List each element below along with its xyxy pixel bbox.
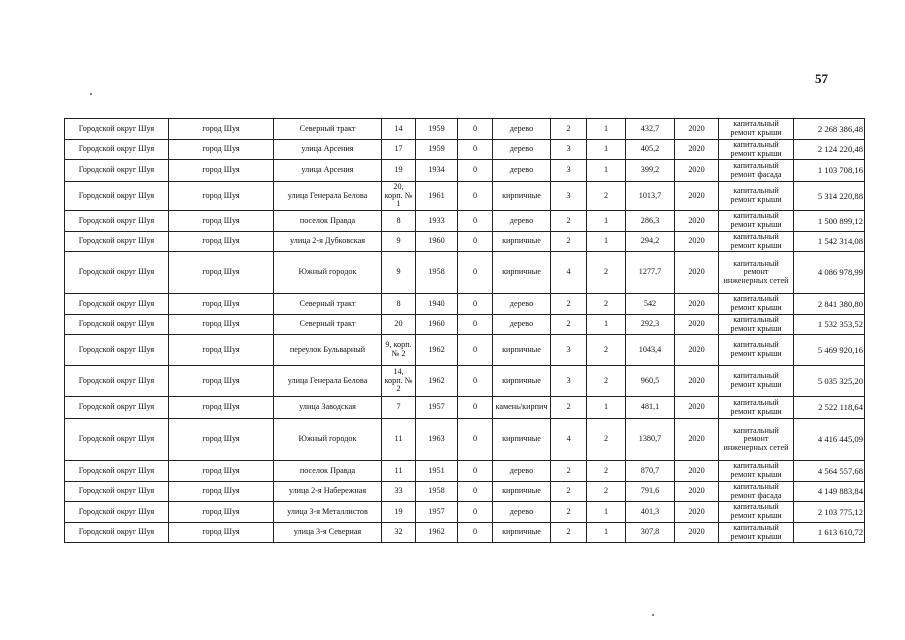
cost-cell: 5 469 920,16 bbox=[794, 335, 865, 366]
wall-material-cell: кирпичные bbox=[493, 482, 551, 502]
street-cell: улица 3-я Металлистов bbox=[274, 502, 382, 523]
cost-cell: 2 103 775,12 bbox=[794, 502, 865, 523]
plan-year-cell: 2020 bbox=[675, 419, 719, 461]
entrances-cell: 1 bbox=[587, 397, 626, 419]
page-number: 57 bbox=[815, 71, 828, 86]
cost-cell: 1 542 314,08 bbox=[794, 232, 865, 252]
street-cell: Северный тракт bbox=[274, 119, 382, 140]
repair-type-cell: капитальный ремонт крыши bbox=[719, 523, 794, 543]
zero-value-cell: 0 bbox=[458, 397, 493, 419]
municipality-cell: Городской округ Шуя bbox=[65, 232, 169, 252]
plan-year-cell: 2020 bbox=[675, 502, 719, 523]
area-cell: 401,3 bbox=[626, 502, 675, 523]
cost-cell: 2 124 220,48 bbox=[794, 140, 865, 160]
repair-type-cell: капитальный ремонт фасада bbox=[719, 482, 794, 502]
repair-type-cell: капитальный ремонт инженерных сетей bbox=[719, 252, 794, 294]
house-number-cell: 32 bbox=[382, 523, 416, 543]
zero-value-cell: 0 bbox=[458, 419, 493, 461]
wall-material-cell: кирпичные bbox=[493, 419, 551, 461]
plan-year-cell: 2020 bbox=[675, 140, 719, 160]
zero-value-cell: 0 bbox=[458, 119, 493, 140]
floors-cell: 2 bbox=[551, 461, 587, 482]
municipality-cell: Городской округ Шуя bbox=[65, 366, 169, 397]
area-cell: 542 bbox=[626, 294, 675, 315]
area-cell: 432,7 bbox=[626, 119, 675, 140]
settlement-cell: город Шуя bbox=[169, 140, 274, 160]
house-number-cell: 11 bbox=[382, 419, 416, 461]
entrances-cell: 2 bbox=[587, 252, 626, 294]
area-cell: 870,7 bbox=[626, 461, 675, 482]
area-cell: 481,1 bbox=[626, 397, 675, 419]
table-row bbox=[65, 482, 865, 502]
floors-cell: 3 bbox=[551, 182, 587, 211]
repair-type-cell: капитальный ремонт крыши bbox=[719, 232, 794, 252]
street-cell: улица Генерала Белова bbox=[274, 366, 382, 397]
zero-value-cell: 0 bbox=[458, 335, 493, 366]
municipality-cell: Городской округ Шуя bbox=[65, 502, 169, 523]
table-row bbox=[65, 294, 865, 315]
build-year-cell: 1959 bbox=[416, 140, 458, 160]
municipality-cell: Городской округ Шуя bbox=[65, 397, 169, 419]
table-row bbox=[65, 397, 865, 419]
wall-material-cell: дерево bbox=[493, 119, 551, 140]
table-row bbox=[65, 119, 865, 140]
plan-year-cell: 2020 bbox=[675, 232, 719, 252]
settlement-cell: город Шуя bbox=[169, 232, 274, 252]
repair-type-cell: капитальный ремонт фасада bbox=[719, 160, 794, 182]
plan-year-cell: 2020 bbox=[675, 523, 719, 543]
municipality-cell: Городской округ Шуя bbox=[65, 523, 169, 543]
cost-cell: 2 522 118,64 bbox=[794, 397, 865, 419]
table-row bbox=[65, 315, 865, 335]
build-year-cell: 1960 bbox=[416, 315, 458, 335]
wall-material-cell: кирпичные bbox=[493, 252, 551, 294]
street-cell: Северный тракт bbox=[274, 315, 382, 335]
wall-material-cell: дерево bbox=[493, 211, 551, 232]
street-cell: Южный городок bbox=[274, 252, 382, 294]
plan-year-cell: 2020 bbox=[675, 482, 719, 502]
floors-cell: 3 bbox=[551, 335, 587, 366]
municipality-cell: Городской округ Шуя bbox=[65, 252, 169, 294]
build-year-cell: 1959 bbox=[416, 119, 458, 140]
house-number-cell: 17 bbox=[382, 140, 416, 160]
scan-speck-1 bbox=[90, 93, 92, 95]
entrances-cell: 2 bbox=[587, 366, 626, 397]
zero-value-cell: 0 bbox=[458, 211, 493, 232]
table-row bbox=[65, 502, 865, 523]
wall-material-cell: кирпичные bbox=[493, 523, 551, 543]
municipality-cell: Городской округ Шуя bbox=[65, 315, 169, 335]
build-year-cell: 1933 bbox=[416, 211, 458, 232]
street-cell: улица 2-я Набережная bbox=[274, 482, 382, 502]
settlement-cell: город Шуя bbox=[169, 335, 274, 366]
repair-type-cell: капитальный ремонт крыши bbox=[719, 182, 794, 211]
zero-value-cell: 0 bbox=[458, 294, 493, 315]
street-cell: Южный городок bbox=[274, 419, 382, 461]
municipality-cell: Городской округ Шуя bbox=[65, 335, 169, 366]
area-cell: 405,2 bbox=[626, 140, 675, 160]
cost-cell: 1 103 708,16 bbox=[794, 160, 865, 182]
entrances-cell: 2 bbox=[587, 461, 626, 482]
zero-value-cell: 0 bbox=[458, 252, 493, 294]
plan-year-cell: 2020 bbox=[675, 182, 719, 211]
area-cell: 399,2 bbox=[626, 160, 675, 182]
house-number-cell: 20 bbox=[382, 315, 416, 335]
table-row bbox=[65, 140, 865, 160]
entrances-cell: 2 bbox=[587, 419, 626, 461]
area-cell: 294,2 bbox=[626, 232, 675, 252]
wall-material-cell: кирпичные bbox=[493, 182, 551, 211]
zero-value-cell: 0 bbox=[458, 182, 493, 211]
wall-material-cell: дерево bbox=[493, 160, 551, 182]
settlement-cell: город Шуя bbox=[169, 294, 274, 315]
house-number-cell: 7 bbox=[382, 397, 416, 419]
table-row bbox=[65, 461, 865, 482]
zero-value-cell: 0 bbox=[458, 366, 493, 397]
build-year-cell: 1958 bbox=[416, 482, 458, 502]
table-row bbox=[65, 211, 865, 232]
floors-cell: 3 bbox=[551, 366, 587, 397]
cost-cell: 4 416 445,09 bbox=[794, 419, 865, 461]
settlement-cell: город Шуя bbox=[169, 419, 274, 461]
municipality-cell: Городской округ Шуя bbox=[65, 160, 169, 182]
house-number-cell: 9 bbox=[382, 252, 416, 294]
plan-year-cell: 2020 bbox=[675, 397, 719, 419]
street-cell: поселок Правда bbox=[274, 461, 382, 482]
area-cell: 1277,7 bbox=[626, 252, 675, 294]
wall-material-cell: кирпичные bbox=[493, 232, 551, 252]
settlement-cell: город Шуя bbox=[169, 182, 274, 211]
house-number-cell: 8 bbox=[382, 294, 416, 315]
street-cell: Северный тракт bbox=[274, 294, 382, 315]
plan-year-cell: 2020 bbox=[675, 335, 719, 366]
wall-material-cell: кирпичные bbox=[493, 366, 551, 397]
repair-type-cell: капитальный ремонт крыши bbox=[719, 211, 794, 232]
municipality-cell: Городской округ Шуя bbox=[65, 140, 169, 160]
cost-cell: 4 564 557,68 bbox=[794, 461, 865, 482]
street-cell: переулок Бульварный bbox=[274, 335, 382, 366]
street-cell: улица Генерала Белова bbox=[274, 182, 382, 211]
floors-cell: 2 bbox=[551, 294, 587, 315]
settlement-cell: город Шуя bbox=[169, 160, 274, 182]
entrances-cell: 2 bbox=[587, 182, 626, 211]
settlement-cell: город Шуя bbox=[169, 502, 274, 523]
wall-material-cell: дерево bbox=[493, 461, 551, 482]
floors-cell: 2 bbox=[551, 502, 587, 523]
entrances-cell: 1 bbox=[587, 502, 626, 523]
street-cell: поселок Правда bbox=[274, 211, 382, 232]
wall-material-cell: дерево bbox=[493, 140, 551, 160]
floors-cell: 2 bbox=[551, 397, 587, 419]
zero-value-cell: 0 bbox=[458, 502, 493, 523]
build-year-cell: 1951 bbox=[416, 461, 458, 482]
area-cell: 960,5 bbox=[626, 366, 675, 397]
wall-material-cell: камень/кирпич bbox=[493, 397, 551, 419]
entrances-cell: 1 bbox=[587, 119, 626, 140]
cost-cell: 1 532 353,52 bbox=[794, 315, 865, 335]
municipality-cell: Городской округ Шуя bbox=[65, 119, 169, 140]
zero-value-cell: 0 bbox=[458, 140, 493, 160]
plan-year-cell: 2020 bbox=[675, 366, 719, 397]
area-cell: 292,3 bbox=[626, 315, 675, 335]
house-number-cell: 9, корп. № 2 bbox=[382, 335, 416, 366]
house-number-cell: 11 bbox=[382, 461, 416, 482]
repair-type-cell: капитальный ремонт крыши bbox=[719, 397, 794, 419]
floors-cell: 2 bbox=[551, 523, 587, 543]
plan-year-cell: 2020 bbox=[675, 252, 719, 294]
cost-cell: 2 841 380,80 bbox=[794, 294, 865, 315]
settlement-cell: город Шуя bbox=[169, 211, 274, 232]
house-number-cell: 19 bbox=[382, 160, 416, 182]
municipality-cell: Городской округ Шуя bbox=[65, 461, 169, 482]
cost-cell: 1 500 899,12 bbox=[794, 211, 865, 232]
table-row bbox=[65, 335, 865, 366]
street-cell: улица Арсения bbox=[274, 140, 382, 160]
house-number-cell: 14 bbox=[382, 119, 416, 140]
street-cell: улица 2-я Дубковская bbox=[274, 232, 382, 252]
zero-value-cell: 0 bbox=[458, 523, 493, 543]
wall-material-cell: дерево bbox=[493, 502, 551, 523]
plan-year-cell: 2020 bbox=[675, 315, 719, 335]
wall-material-cell: дерево bbox=[493, 315, 551, 335]
build-year-cell: 1960 bbox=[416, 232, 458, 252]
repair-type-cell: капитальный ремонт крыши bbox=[719, 140, 794, 160]
floors-cell: 3 bbox=[551, 160, 587, 182]
repair-type-cell: капитальный ремонт крыши bbox=[719, 502, 794, 523]
plan-year-cell: 2020 bbox=[675, 211, 719, 232]
repair-type-cell: капитальный ремонт крыши bbox=[719, 294, 794, 315]
build-year-cell: 1957 bbox=[416, 502, 458, 523]
table-row bbox=[65, 182, 865, 211]
scan-speck-2 bbox=[652, 614, 654, 616]
settlement-cell: город Шуя bbox=[169, 252, 274, 294]
zero-value-cell: 0 bbox=[458, 482, 493, 502]
municipality-cell: Городской округ Шуя bbox=[65, 482, 169, 502]
cost-cell: 5 314 220,88 bbox=[794, 182, 865, 211]
floors-cell: 3 bbox=[551, 140, 587, 160]
table-row bbox=[65, 160, 865, 182]
repair-type-cell: капитальный ремонт крыши bbox=[719, 315, 794, 335]
build-year-cell: 1962 bbox=[416, 523, 458, 543]
repair-type-cell: капитальный ремонт инженерных сетей bbox=[719, 419, 794, 461]
floors-cell: 2 bbox=[551, 232, 587, 252]
repair-type-cell: капитальный ремонт крыши bbox=[719, 461, 794, 482]
entrances-cell: 1 bbox=[587, 140, 626, 160]
house-number-cell: 14, корп. № 2 bbox=[382, 366, 416, 397]
plan-year-cell: 2020 bbox=[675, 160, 719, 182]
entrances-cell: 1 bbox=[587, 160, 626, 182]
settlement-cell: город Шуя bbox=[169, 315, 274, 335]
floors-cell: 4 bbox=[551, 419, 587, 461]
area-cell: 286,3 bbox=[626, 211, 675, 232]
table-row bbox=[65, 419, 865, 461]
street-cell: улица 3-я Северная bbox=[274, 523, 382, 543]
build-year-cell: 1934 bbox=[416, 160, 458, 182]
zero-value-cell: 0 bbox=[458, 232, 493, 252]
settlement-cell: город Шуя bbox=[169, 523, 274, 543]
street-cell: улица Арсения bbox=[274, 160, 382, 182]
area-cell: 1043,4 bbox=[626, 335, 675, 366]
municipality-cell: Городской округ Шуя bbox=[65, 182, 169, 211]
entrances-cell: 2 bbox=[587, 482, 626, 502]
entrances-cell: 1 bbox=[587, 232, 626, 252]
build-year-cell: 1958 bbox=[416, 252, 458, 294]
street-cell: улица Заводская bbox=[274, 397, 382, 419]
floors-cell: 2 bbox=[551, 211, 587, 232]
house-number-cell: 19 bbox=[382, 502, 416, 523]
house-number-cell: 8 bbox=[382, 211, 416, 232]
zero-value-cell: 0 bbox=[458, 461, 493, 482]
build-year-cell: 1962 bbox=[416, 335, 458, 366]
plan-year-cell: 2020 bbox=[675, 119, 719, 140]
cost-cell: 5 035 325,20 bbox=[794, 366, 865, 397]
entrances-cell: 1 bbox=[587, 211, 626, 232]
municipality-cell: Городской округ Шуя bbox=[65, 211, 169, 232]
wall-material-cell: дерево bbox=[493, 294, 551, 315]
area-cell: 1013,7 bbox=[626, 182, 675, 211]
build-year-cell: 1961 bbox=[416, 182, 458, 211]
cost-cell: 2 268 386,48 bbox=[794, 119, 865, 140]
house-number-cell: 20, корп. № 1 bbox=[382, 182, 416, 211]
repair-type-cell: капитальный ремонт крыши bbox=[719, 366, 794, 397]
area-cell: 307,8 bbox=[626, 523, 675, 543]
table-body bbox=[65, 119, 865, 543]
cost-cell: 4 149 883,84 bbox=[794, 482, 865, 502]
area-cell: 791,6 bbox=[626, 482, 675, 502]
settlement-cell: город Шуя bbox=[169, 119, 274, 140]
settlement-cell: город Шуя bbox=[169, 366, 274, 397]
floors-cell: 4 bbox=[551, 252, 587, 294]
floors-cell: 2 bbox=[551, 315, 587, 335]
entrances-cell: 1 bbox=[587, 523, 626, 543]
settlement-cell: город Шуя bbox=[169, 482, 274, 502]
municipality-cell: Городской округ Шуя bbox=[65, 419, 169, 461]
cost-cell: 1 613 610,72 bbox=[794, 523, 865, 543]
house-number-cell: 9 bbox=[382, 232, 416, 252]
entrances-cell: 1 bbox=[587, 315, 626, 335]
table-row bbox=[65, 523, 865, 543]
cost-cell: 4 086 978,99 bbox=[794, 252, 865, 294]
build-year-cell: 1940 bbox=[416, 294, 458, 315]
settlement-cell: город Шуя bbox=[169, 461, 274, 482]
house-number-cell: 33 bbox=[382, 482, 416, 502]
floors-cell: 2 bbox=[551, 482, 587, 502]
table-row bbox=[65, 232, 865, 252]
build-year-cell: 1963 bbox=[416, 419, 458, 461]
area-cell: 1380,7 bbox=[626, 419, 675, 461]
zero-value-cell: 0 bbox=[458, 315, 493, 335]
entrances-cell: 2 bbox=[587, 335, 626, 366]
build-year-cell: 1962 bbox=[416, 366, 458, 397]
zero-value-cell: 0 bbox=[458, 160, 493, 182]
build-year-cell: 1957 bbox=[416, 397, 458, 419]
floors-cell: 2 bbox=[551, 119, 587, 140]
housing-repair-table bbox=[64, 118, 865, 543]
entrances-cell: 2 bbox=[587, 294, 626, 315]
plan-year-cell: 2020 bbox=[675, 294, 719, 315]
wall-material-cell: кирпичные bbox=[493, 335, 551, 366]
table-row bbox=[65, 366, 865, 397]
settlement-cell: город Шуя bbox=[169, 397, 274, 419]
repair-type-cell: капитальный ремонт крыши bbox=[719, 335, 794, 366]
table-row bbox=[65, 252, 865, 294]
municipality-cell: Городской округ Шуя bbox=[65, 294, 169, 315]
repair-type-cell: капитальный ремонт крыши bbox=[719, 119, 794, 140]
plan-year-cell: 2020 bbox=[675, 461, 719, 482]
